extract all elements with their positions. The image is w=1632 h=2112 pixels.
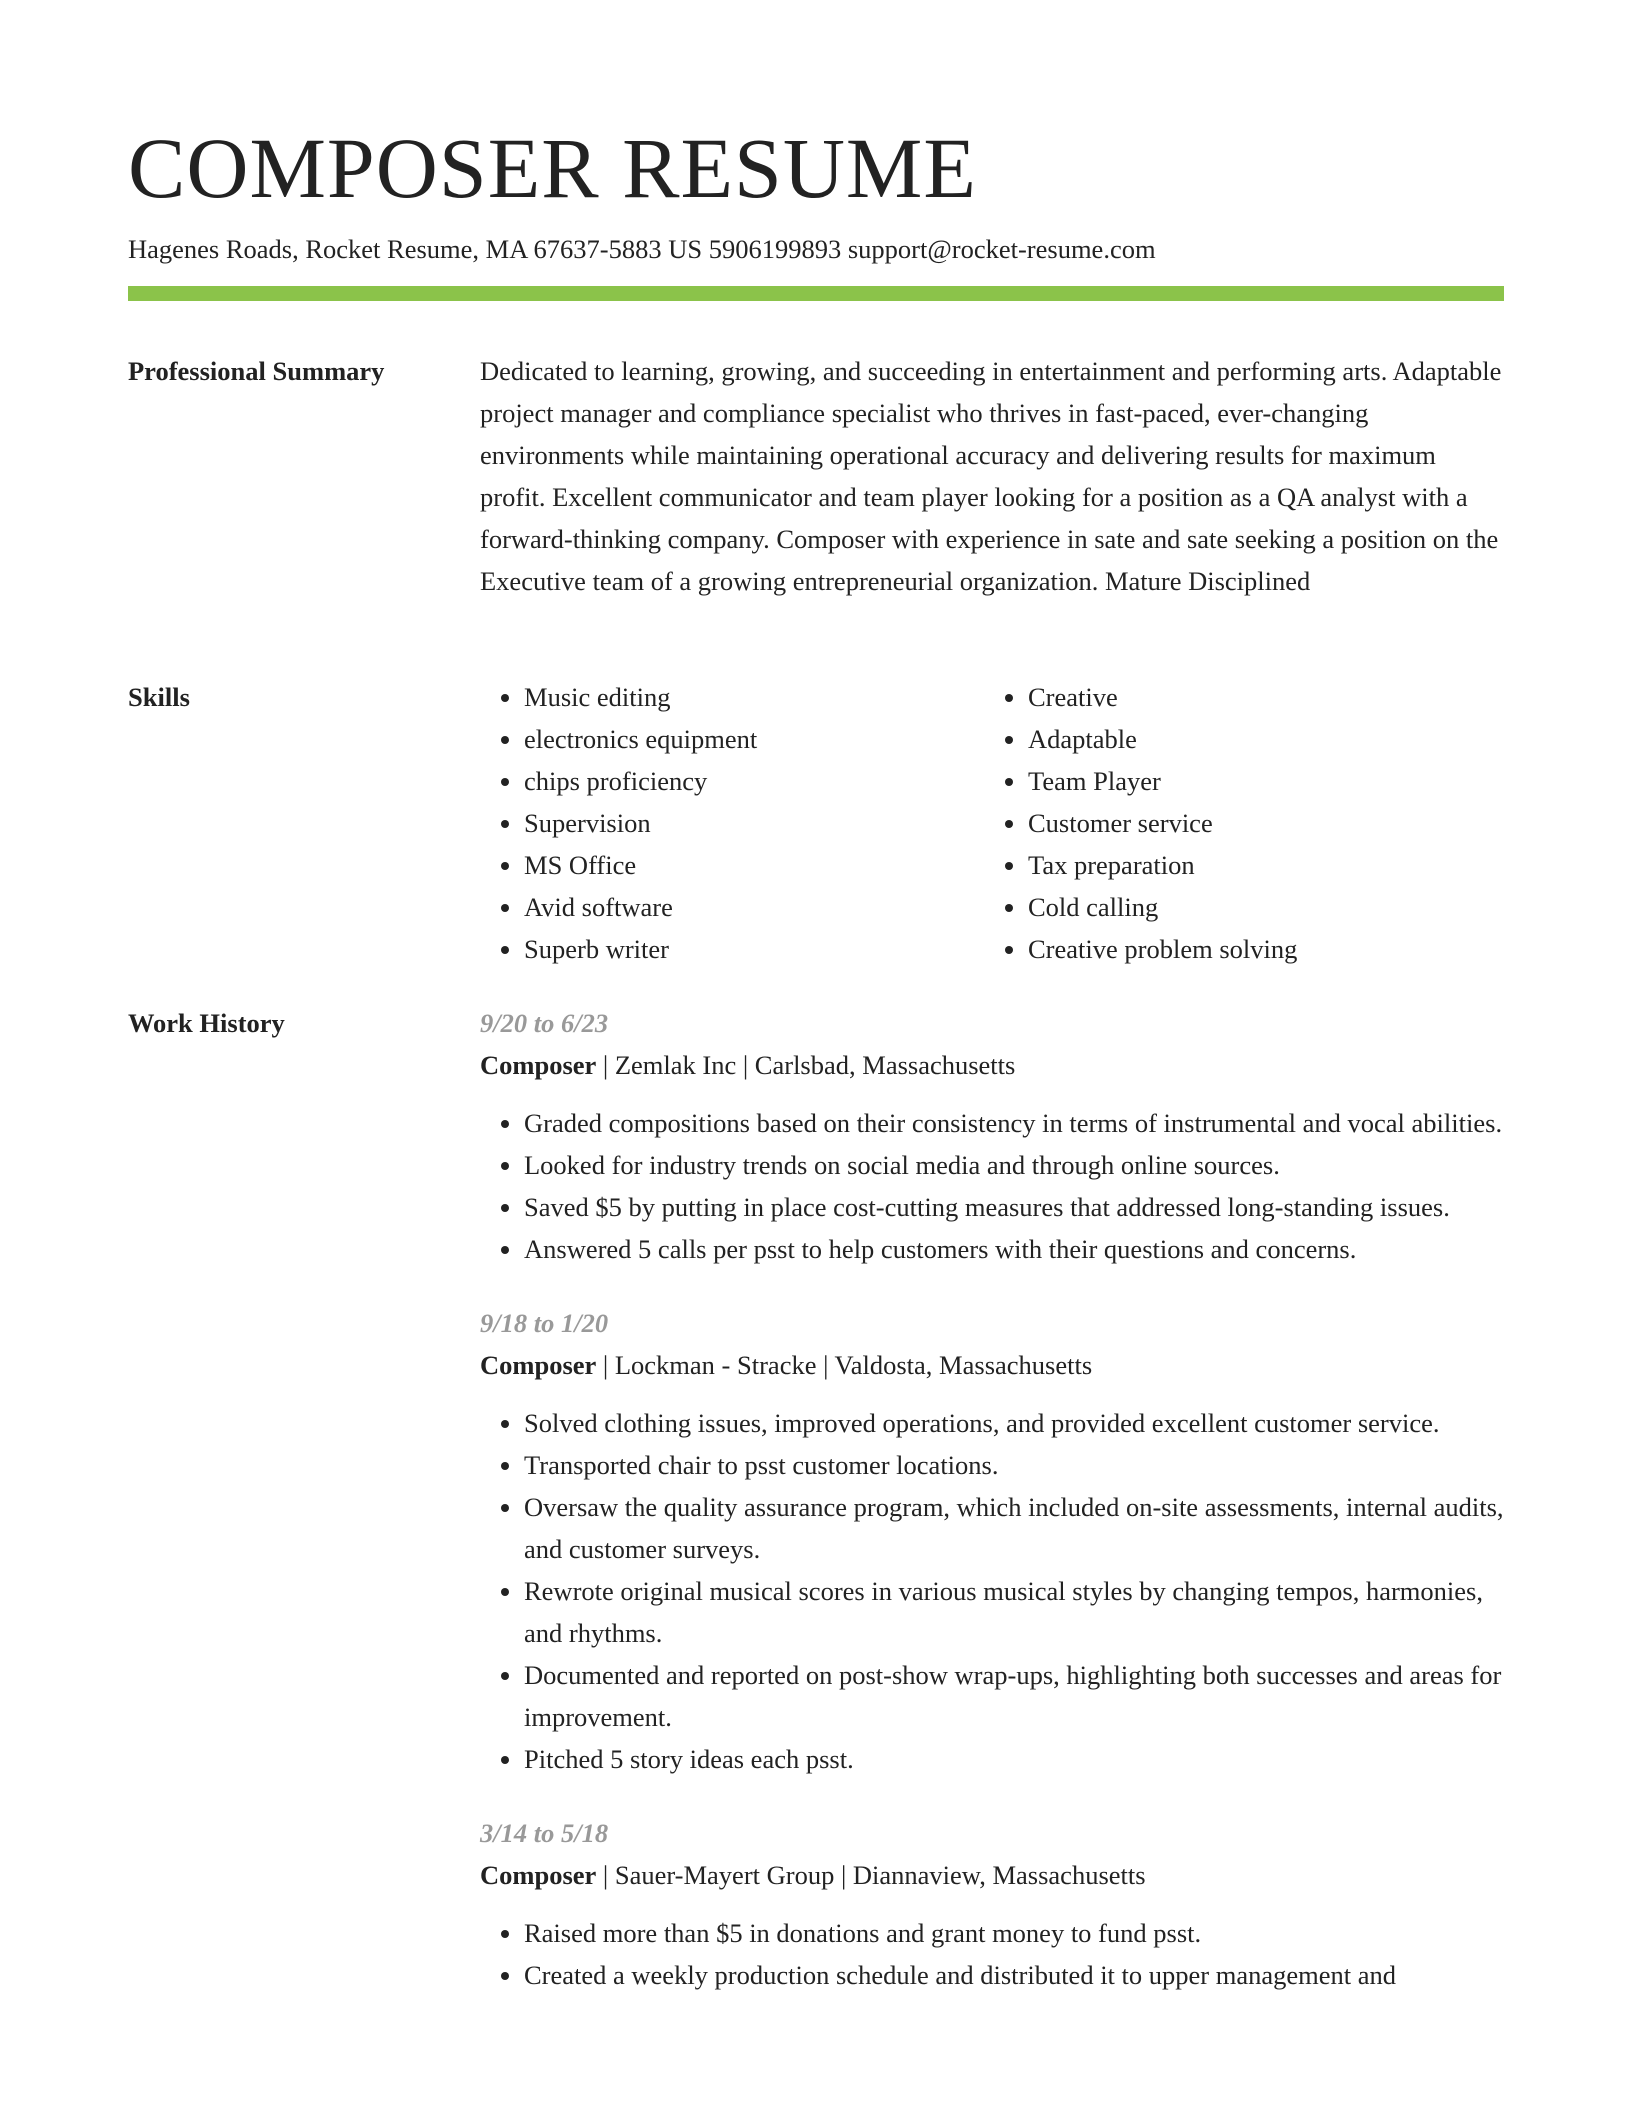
job-bullet: • Documented and reported on post-show wrap-ups, highlighting both successes and areas for improvement. — [524, 1654, 1504, 1738]
skills-list-right — [984, 676, 1488, 970]
work-history-section — [480, 1002, 1504, 1996]
job-details: | Zemlak Inc | Carlsbad, Massachusetts — [596, 1050, 1016, 1080]
skill-item: • Adaptable — [1028, 718, 1488, 760]
job-dates: 3/14 to 5/18 — [480, 1818, 609, 1848]
skill-item: • Tax preparation — [1028, 844, 1488, 886]
accent-divider — [128, 286, 1504, 301]
job-bullet: • Saved $5 by putting in place cost-cutting measures that addressed long-standing issues. — [524, 1186, 1504, 1228]
job-details: | Lockman - Stracke | Valdosta, Massachusetts — [596, 1350, 1093, 1380]
skill-item: • Cold calling — [1028, 886, 1488, 928]
contact-info: Hagenes Roads, Rocket Resume, MA 67637-5883 US 5906199893 support@rocket-resume.com — [128, 234, 1156, 264]
job-bullet: • Looked for industry trends on social media and through online sources. — [524, 1144, 1504, 1186]
job-heading — [480, 1854, 1504, 1896]
job-bullets — [480, 1912, 1504, 1996]
job-entry — [480, 1302, 1504, 1780]
summary-heading: Professional Summary — [128, 356, 385, 386]
skill-item: • Superb writer — [524, 928, 984, 970]
job-bullets — [480, 1102, 1504, 1270]
summary-section — [480, 350, 1504, 602]
job-bullet: • Rewrote original musical scores in various musical styles by changing tempos, harmonies, and rhythms. — [524, 1570, 1504, 1654]
job-dates: 9/18 to 1/20 — [480, 1308, 609, 1338]
job-bullets — [480, 1402, 1504, 1780]
job-bullet: • Oversaw the quality assurance program, which included on-site assessments, internal audits, and customer surveys. — [524, 1486, 1504, 1570]
job-heading — [480, 1044, 1504, 1086]
job-entry — [480, 1812, 1504, 1996]
skill-item: • Creative — [1028, 676, 1488, 718]
skill-item: • Customer service — [1028, 802, 1488, 844]
job-bullet: • Raised more than $5 in donations and grant money to fund psst. — [524, 1912, 1504, 1954]
job-bullet: • Created a weekly production schedule and distributed it to upper management and — [524, 1954, 1504, 1996]
job-title: Composer — [480, 1860, 597, 1890]
job-bullet: • Pitched 5 story ideas each psst. — [524, 1738, 1504, 1780]
job-entry — [480, 1002, 1504, 1270]
skill-item: • chips proficiency — [524, 760, 984, 802]
job-bullet: • Solved clothing issues, improved operations, and provided excellent customer service. — [524, 1402, 1504, 1444]
skill-item: • Creative problem solving — [1028, 928, 1488, 970]
job-title: Composer — [480, 1350, 597, 1380]
job-dates: 9/20 to 6/23 — [480, 1008, 609, 1038]
summary-text: Dedicated to learning, growing, and succeeding in entertainment and performing arts. Adaptable project manager and compliance specialist who thrives in fast-paced, ever-changing environments while maintaining operational accuracy and delivering results for maximum profit. Excellent communicator and team player looking for a position as a QA analyst with a forward-thinking company. Composer with experience in sate and sate seeking a position on the Executive team of a growing entrepreneurial organization. Mature Disciplined — [480, 356, 1502, 596]
resume-name: COMPOSER RESUME — [128, 120, 977, 216]
skill-item: • Supervision — [524, 802, 984, 844]
skills-heading: Skills — [128, 682, 190, 712]
job-title: Composer — [480, 1050, 597, 1080]
job-heading — [480, 1344, 1504, 1386]
work-history-heading: Work History — [128, 1008, 285, 1038]
skill-item: • Music editing — [524, 676, 984, 718]
job-bullet: • Answered 5 calls per psst to help customers with their questions and concerns. — [524, 1228, 1504, 1270]
job-bullet: • Graded compositions based on their consistency in terms of instrumental and vocal abilities. — [524, 1102, 1504, 1144]
job-bullet: • Transported chair to psst customer locations. — [524, 1444, 1504, 1486]
skill-item: • electronics equipment — [524, 718, 984, 760]
skills-list-left — [480, 676, 984, 970]
skill-item: • Avid software — [524, 886, 984, 928]
skill-item: • MS Office — [524, 844, 984, 886]
skills-section — [480, 676, 1504, 970]
job-details: | Sauer-Mayert Group | Diannaview, Massachusetts — [596, 1860, 1146, 1890]
skill-item: • Team Player — [1028, 760, 1488, 802]
